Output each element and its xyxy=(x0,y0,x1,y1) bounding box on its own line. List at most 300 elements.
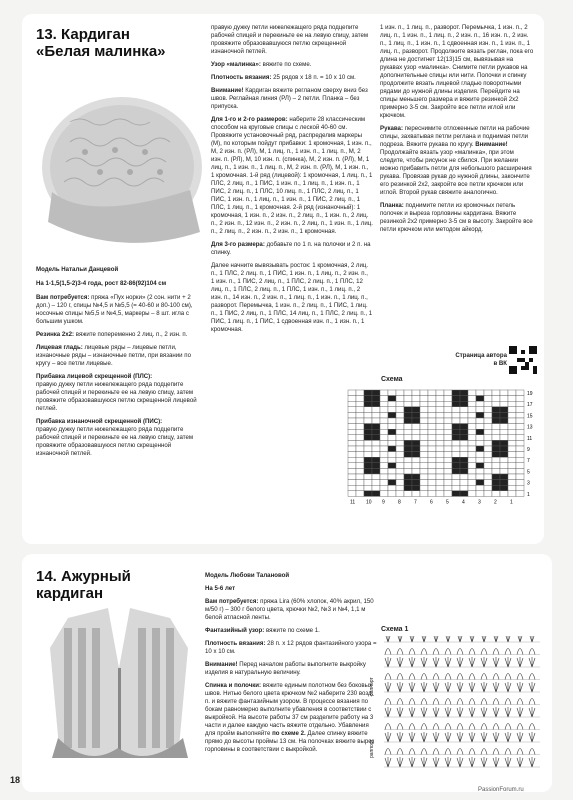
chart-cell xyxy=(428,396,436,402)
size3-label: Для 3-го размера: xyxy=(211,241,265,248)
chart-cell xyxy=(468,491,476,497)
chart-cell xyxy=(460,429,468,435)
crochet-stitch xyxy=(517,682,523,692)
col-number: 11 xyxy=(350,499,356,506)
lace-cardigan-image xyxy=(38,608,200,768)
chart-cell xyxy=(388,485,396,491)
chart-cell xyxy=(436,446,444,452)
crochet-stitch xyxy=(529,674,535,680)
crochet-stitch xyxy=(505,749,511,755)
sizes: На 1-1,5(1,5-2)3-4 года, рост 82-86(92)104 см xyxy=(36,280,167,287)
row-number: 3 xyxy=(527,480,530,487)
chart-cell xyxy=(412,424,420,430)
chart-cell xyxy=(468,468,476,474)
chart-cell xyxy=(404,401,412,407)
chart-cell xyxy=(388,446,396,452)
chart-cell xyxy=(388,452,396,458)
col3-text: 1 изн. п., 1 лиц. п., разворот. Перемычка, 1 изн. п., 2 лиц. п., 1 изн. п., 1 лиц. п., 2 изн. п., 16 изн. п., 2 изн. п., 1 лиц. п., 1 изн. п., 1 сдвоенная изн. п., 1 изн. п., 1 лиц. п., разворот. Продолжите вязать реглан, пока его длина не достигнет 12(13)15 см, вывязывая на рукавах узор «малинка». Снимите петли рукавов на дополнительные спицы или нити. Полочки и спинку продолжите вязать лицевой гладью поворотными рядами до нужной длины изделия. Перейдите на спицы меньшего размера и вяжите резинкой 2х2 примерно 3-5 см. Закройте все петли иглой или крючком. xyxy=(380,24,534,119)
crochet-stitch xyxy=(433,757,439,767)
chart-cell xyxy=(468,396,476,402)
crochet-stitch xyxy=(517,699,523,705)
crochet-stitch xyxy=(421,636,427,642)
chart-cell xyxy=(500,418,508,424)
crochet-stitch xyxy=(481,699,487,705)
chart-cell xyxy=(388,407,396,413)
col-number: 4 xyxy=(462,499,465,506)
chart-cell xyxy=(468,446,476,452)
chart-cell xyxy=(380,480,388,486)
chart-cell xyxy=(508,474,516,480)
chart-cell xyxy=(388,463,396,469)
chart-cell xyxy=(500,396,508,402)
chart-cell xyxy=(516,468,524,474)
crochet-chart xyxy=(380,636,544,782)
chart-cell xyxy=(420,390,428,396)
crochet-stitch xyxy=(397,699,403,705)
chart-cell xyxy=(412,468,420,474)
chart-cell xyxy=(516,424,524,430)
crochet-stitch xyxy=(481,724,487,730)
crochet-stitch xyxy=(529,649,535,655)
crochet-stitch xyxy=(529,699,535,705)
chart-cell xyxy=(396,440,404,446)
chart-cell xyxy=(492,463,500,469)
chart-cell xyxy=(436,418,444,424)
chart-cell xyxy=(452,418,460,424)
stockinette-text: лицевые ряды – лицевые петли, изнаночные ряды – изнаночные петли, при вязании по кругу – все петли лицевые. xyxy=(36,344,191,367)
chart-cell xyxy=(372,491,380,497)
crochet-stitch xyxy=(469,732,475,742)
chart-cell xyxy=(420,435,428,441)
chart-cell xyxy=(484,485,492,491)
chart-cell xyxy=(372,412,380,418)
crochet-stitch xyxy=(529,636,535,642)
chart-cell xyxy=(396,429,404,435)
chart-cell xyxy=(372,435,380,441)
crochet-stitch xyxy=(385,674,391,680)
crochet-stitch xyxy=(397,649,403,655)
chart-cell xyxy=(396,491,404,497)
chart-cell xyxy=(476,429,484,435)
chart-cell xyxy=(348,457,356,463)
chart-cell xyxy=(364,407,372,413)
crochet-stitch xyxy=(469,682,475,692)
chart-cell xyxy=(444,480,452,486)
chart-cell xyxy=(508,440,516,446)
chart-cell xyxy=(484,424,492,430)
chart-cell xyxy=(492,407,500,413)
crochet-stitch xyxy=(445,732,451,742)
crochet-stitch xyxy=(457,682,463,692)
gauge-text-14: 28 п. х 12 рядов фантазийного узора = 10 х 10 см. xyxy=(205,640,377,655)
chart-cell xyxy=(436,491,444,497)
crochet-stitch xyxy=(397,749,403,755)
crochet-stitch xyxy=(385,707,391,717)
watermark: PassionForum.ru xyxy=(478,787,524,793)
qr-code[interactable] xyxy=(509,346,537,374)
chart-cell xyxy=(516,474,524,480)
crochet-stitch xyxy=(493,674,499,680)
chart-cell xyxy=(412,491,420,497)
row-number: 7 xyxy=(527,458,530,465)
crochet-stitch xyxy=(421,707,427,717)
crochet-stitch xyxy=(529,757,535,767)
crochet-stitch xyxy=(493,749,499,755)
chart-cell xyxy=(516,390,524,396)
chart-cell xyxy=(436,412,444,418)
chart-cell xyxy=(500,468,508,474)
chart-cell xyxy=(516,396,524,402)
chart-cell xyxy=(516,452,524,458)
crochet-stitch xyxy=(445,699,451,705)
crochet-stitch xyxy=(433,649,439,655)
chart-cell xyxy=(508,491,516,497)
crochet-stitch xyxy=(433,682,439,692)
materials-label: Вам потребуется: xyxy=(36,294,90,301)
crochet-stitch xyxy=(505,636,511,642)
chart-cell xyxy=(396,446,404,452)
row-number: 9 xyxy=(527,447,530,453)
chart-cell xyxy=(364,474,372,480)
chart-cell xyxy=(452,435,460,441)
fancy-label-14: Фантазийный узор: xyxy=(205,627,265,634)
article-13-photo xyxy=(30,72,206,258)
chart-cell xyxy=(460,491,468,497)
chart-cell xyxy=(476,440,484,446)
chart-cell xyxy=(468,390,476,396)
chart-cell xyxy=(484,435,492,441)
chart-cell xyxy=(476,468,484,474)
chart-cell xyxy=(436,407,444,413)
chart-cell xyxy=(516,457,524,463)
chart-cell xyxy=(364,412,372,418)
chart-cell xyxy=(468,485,476,491)
chart-cell xyxy=(372,446,380,452)
chart-cell xyxy=(428,468,436,474)
crochet-stitch xyxy=(421,649,427,655)
stockinette-label: Лицевая гладь: xyxy=(36,344,83,351)
chart-cell xyxy=(412,463,420,469)
crochet-stitch xyxy=(493,636,499,642)
article-13-title-line2: «Белая малинка» xyxy=(36,43,166,60)
chart-cell xyxy=(468,429,476,435)
chart-cell xyxy=(460,457,468,463)
chart-cell xyxy=(404,440,412,446)
chart-cell xyxy=(348,485,356,491)
chart-cell xyxy=(460,412,468,418)
chart-cell xyxy=(380,435,388,441)
crochet-stitch xyxy=(517,636,523,642)
chart-cell xyxy=(484,418,492,424)
chart-cell xyxy=(436,452,444,458)
chart-cell xyxy=(460,396,468,402)
chart-cell xyxy=(348,401,356,407)
chart-cell xyxy=(380,491,388,497)
chart-cell xyxy=(508,401,516,407)
chart-cell xyxy=(404,407,412,413)
chart-cell xyxy=(364,401,372,407)
crochet-stitch xyxy=(493,724,499,730)
chart-cell xyxy=(452,491,460,497)
crochet-stitch xyxy=(481,707,487,717)
crochet-stitch xyxy=(493,682,499,692)
chart-cell xyxy=(404,435,412,441)
chart-cell xyxy=(412,407,420,413)
chart-cell xyxy=(388,474,396,480)
crochet-chart-svg xyxy=(380,636,544,782)
crochet-stitch xyxy=(409,657,415,667)
chart-cell xyxy=(356,474,364,480)
chart-cell xyxy=(452,485,460,491)
chart-cell xyxy=(516,480,524,486)
chart-cell xyxy=(420,446,428,452)
chart-cell xyxy=(372,480,380,486)
col-number: 10 xyxy=(366,499,372,506)
chart-cell xyxy=(412,412,420,418)
chart-cell xyxy=(476,457,484,463)
chart-cell xyxy=(412,401,420,407)
sizes12-text: наберите 28 классическим способом на круговые спицы с леской 40-60 см. Провяжите установочный ряд, распределив маркеры (М), по которым пойдут прибавки: 1 кромочная, 1 изн. п., М, 2 изн. п. (РЛ), М, 1 лиц. п., 1 изн. п., 1 лиц. п., М, 2 изн. п. (РЛ), М, 10 изн. п. (спинка), М, 2 изн. п. (РЛ), М, 1 лиц. п., 1 изн. п., 1 лиц. п., М, 2 изн. п. (РЛ), М, 1 изн. п., 1 кромочная. 1-й ряд (лицевой): 1 кромочная, 1 лиц. п., 1 ПЛС, 2 лиц. п., 1 ПИС, 1 изн. п., 1 лиц. п., 1 изн. п., 1 ПИС, 2 лиц. п., 1 ПЛС, 10 лиц. п., 1 ПЛС, 2 лиц. п., 1 ПИС, 1 изн. п., 1 лиц. п., 1 изн. п., 1 ПИС, 2 лиц. п., 1 ПЛС, 1 лиц. п., 1 кромочная. 2-й ряд (изнаночный): 1 кромочная, 1 изн. п., 2 изн. п., 2 лиц. п., 1 изн. п., 2 лиц. п., 2 изн. п., 12 изн. п., 2 изн. п., 2 лиц. п., 1 изн. п., 1 лиц. п., 2 лиц. п., 2 изн. п., 2 изн. п., 1 кромочная. xyxy=(211,116,373,235)
crochet-stitch xyxy=(409,724,415,730)
fancy-text-14: вяжите по схеме 1. xyxy=(265,627,320,634)
chart-cell xyxy=(372,452,380,458)
chart-cell xyxy=(348,390,356,396)
chart-cell xyxy=(452,412,460,418)
chart-cell xyxy=(484,396,492,402)
chart-cell xyxy=(396,474,404,480)
chart-cell xyxy=(516,429,524,435)
note-text: Кардиган вяжите регланом сверху вниз без швов. Реглайная линия (РЛ) – 2 петли. Планка – без припуска. xyxy=(211,87,368,110)
rib-label: Резинка 2х2: xyxy=(36,331,75,338)
chart-cell xyxy=(348,480,356,486)
chart-cell xyxy=(380,424,388,430)
chart-cell xyxy=(356,446,364,452)
chart-cell xyxy=(452,429,460,435)
chart-cell xyxy=(380,396,388,402)
crochet-stitch xyxy=(397,724,403,730)
crochet-stitch xyxy=(445,657,451,667)
article-13-title xyxy=(36,26,206,60)
chart-cell xyxy=(460,480,468,486)
chart-cell xyxy=(492,396,500,402)
chart-cell xyxy=(500,474,508,480)
chart-cell xyxy=(436,480,444,486)
chart-cell xyxy=(476,446,484,452)
chart-cell xyxy=(452,468,460,474)
chart-cell xyxy=(404,452,412,458)
chart-cell xyxy=(452,396,460,402)
chart-cell xyxy=(348,407,356,413)
chart-cell xyxy=(508,429,516,435)
sleeve-label: Рукава: xyxy=(380,125,403,132)
crochet-stitch xyxy=(457,674,463,680)
crochet-stitch xyxy=(457,707,463,717)
chart-cell xyxy=(468,412,476,418)
crochet-stitch xyxy=(397,657,403,667)
chart-cell xyxy=(468,474,476,480)
chart-cell xyxy=(396,468,404,474)
chart-cell xyxy=(380,440,388,446)
chart-cell xyxy=(388,401,396,407)
crochet-stitch xyxy=(481,649,487,655)
chart-cell xyxy=(460,452,468,458)
chart-cell xyxy=(412,390,420,396)
chart-cell xyxy=(412,480,420,486)
chart-cell xyxy=(500,463,508,469)
chart-cell xyxy=(508,424,516,430)
back-text2-14: Далее спинку вяжите прямо до высоты проймы 13 см. На полочках вяжите вырез горловины в соответствии с выкройкой. xyxy=(205,730,375,753)
chart-cell xyxy=(356,429,364,435)
chart-cell xyxy=(396,452,404,458)
chart-cell xyxy=(428,390,436,396)
chart-cell xyxy=(404,468,412,474)
crochet-stitch xyxy=(445,749,451,755)
chart-cell xyxy=(420,480,428,486)
chart-cell xyxy=(444,424,452,430)
chart-cell xyxy=(388,418,396,424)
row-number: 13 xyxy=(527,424,533,431)
chart-cell xyxy=(412,474,420,480)
chart-cell xyxy=(436,424,444,430)
crochet-stitch xyxy=(397,682,403,692)
chart-cell xyxy=(420,429,428,435)
chart-cell xyxy=(460,435,468,441)
crochet-stitch xyxy=(505,649,511,655)
chart-cell xyxy=(428,407,436,413)
chart-cell xyxy=(428,429,436,435)
pis-continued: правую дужку петли нижележащего ряда подцепите рабочей спицей и перекиньте ее на левую спицу, затем провяжите образовавшуюся петлю скрещенной изнаночной петлей. xyxy=(211,24,369,55)
chart-cell xyxy=(452,440,460,446)
chart-cell xyxy=(428,457,436,463)
chart-cell xyxy=(452,424,460,430)
chart-cell xyxy=(404,424,412,430)
crochet-stitch xyxy=(505,699,511,705)
crochet-stitch xyxy=(529,657,535,667)
crochet-stitch xyxy=(445,674,451,680)
chart-cell xyxy=(380,418,388,424)
pls-para xyxy=(36,373,204,413)
chart-cell xyxy=(404,480,412,486)
chart-cell xyxy=(444,463,452,469)
chart-cell xyxy=(492,435,500,441)
sizes12-para xyxy=(211,116,373,236)
chart-cell xyxy=(428,474,436,480)
chart-cell xyxy=(436,457,444,463)
chart-cell xyxy=(420,452,428,458)
chart-cell xyxy=(484,440,492,446)
chart-cell xyxy=(444,485,452,491)
chart-cell xyxy=(508,457,516,463)
chart-cell xyxy=(476,452,484,458)
chart-cell xyxy=(356,435,364,441)
chart-cell xyxy=(364,418,372,424)
chart-cell xyxy=(476,401,484,407)
chart-cell xyxy=(380,463,388,469)
chart-cell xyxy=(476,435,484,441)
chart-cell xyxy=(508,396,516,402)
chart-cell xyxy=(428,435,436,441)
chart-cell xyxy=(420,468,428,474)
chart-cell xyxy=(500,390,508,396)
chart-cell xyxy=(380,468,388,474)
chart-cell xyxy=(444,468,452,474)
chart-cell xyxy=(404,418,412,424)
chart-cell xyxy=(484,491,492,497)
chart-cell xyxy=(460,463,468,469)
crochet-stitch xyxy=(433,724,439,730)
chart-cell xyxy=(444,452,452,458)
chart-cell xyxy=(476,480,484,486)
chart-cell xyxy=(356,396,364,402)
chart-cell xyxy=(396,485,404,491)
chart-cell xyxy=(364,463,372,469)
chart-cell xyxy=(516,412,524,418)
pls-text: правую дужку петли нижележащего ряда подцепите рабочей спицей и перекиньте ее на левую спицу, затем провяжите образовавшуюся петлю скрещенной лицевой петлей. xyxy=(36,381,197,412)
col-number: 2 xyxy=(494,499,497,506)
page-number: 18 xyxy=(10,775,21,785)
chart-cell xyxy=(452,446,460,452)
chart-cell xyxy=(476,485,484,491)
crochet-stitch xyxy=(469,699,475,705)
crochet-stitch xyxy=(505,732,511,742)
chart-cell xyxy=(484,407,492,413)
chart-cell xyxy=(428,412,436,418)
gauge-label-14: Плотность вязания: xyxy=(205,640,266,647)
scheme-label: Схема xyxy=(381,376,403,383)
chart-cell xyxy=(444,446,452,452)
chart-cell xyxy=(372,468,380,474)
crochet-stitch xyxy=(409,674,415,680)
chart-cell xyxy=(444,401,452,407)
chart-cell xyxy=(420,457,428,463)
chart-cell xyxy=(372,401,380,407)
crochet-stitch xyxy=(457,636,463,642)
chart-cell xyxy=(364,452,372,458)
chart-cell xyxy=(484,457,492,463)
chart-cell xyxy=(396,396,404,402)
chart-cell xyxy=(380,401,388,407)
chart-cell xyxy=(468,457,476,463)
chart-cell xyxy=(404,491,412,497)
chart-cell xyxy=(452,463,460,469)
chart-cell xyxy=(468,407,476,413)
crochet-stitch xyxy=(493,657,499,667)
crochet-stitch xyxy=(469,636,475,642)
chart-cell xyxy=(444,435,452,441)
materials-text-14: пряжа Lira (60% хлопок, 40% акрил, 150 м/50 г) – 300 г белого цвета, крючки №2, №3 и №4, 1,1 м белой атласной ленты. xyxy=(205,598,374,621)
chart-cell xyxy=(500,446,508,452)
knitting-chart-svg xyxy=(342,386,542,512)
chart-cell xyxy=(396,457,404,463)
crochet-stitch xyxy=(421,657,427,667)
chart-cell xyxy=(372,485,380,491)
chart-cell xyxy=(412,396,420,402)
chart-cell xyxy=(500,407,508,413)
chart-cell xyxy=(412,429,420,435)
chart-cell xyxy=(476,424,484,430)
chart-cell xyxy=(508,418,516,424)
crochet-stitch xyxy=(385,732,391,742)
chart-cell xyxy=(396,412,404,418)
chart-cell xyxy=(356,485,364,491)
crochet-stitch xyxy=(433,749,439,755)
chart-cell xyxy=(356,412,364,418)
chart-cell xyxy=(436,435,444,441)
chart-cell xyxy=(388,457,396,463)
chart-cell xyxy=(460,440,468,446)
chart-cell xyxy=(380,452,388,458)
materials-label-14: Вам потребуется: xyxy=(205,598,259,605)
